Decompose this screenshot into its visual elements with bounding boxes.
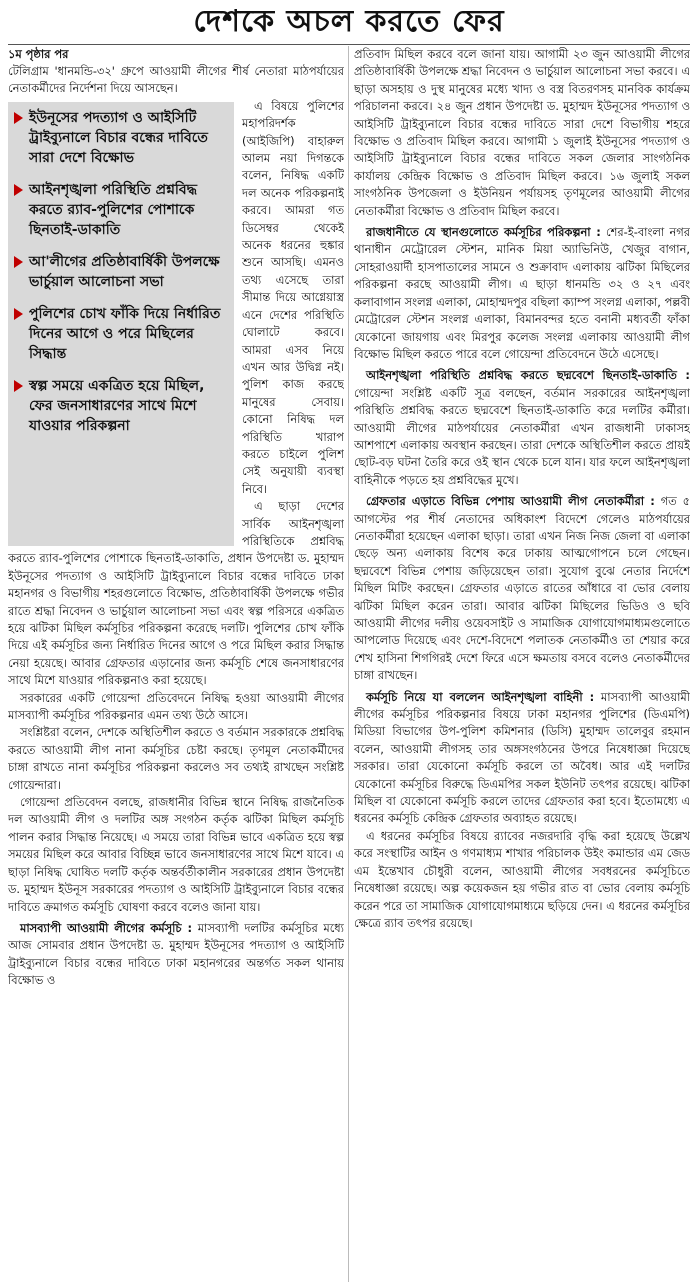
headline-rule: [8, 44, 690, 45]
paragraph: এ ধরনের কর্মসূচির বিষয়ে র‍্যাবের নজরদারি বৃদ্ধি করা হয়েছে উল্লেখ করে সংস্থাটির আইন ও গণমাধ্যম শাখার পরিচালক উইং কমান্ডার এম জেড এম ইন্তেখাব চৌধুরী বলেন, আওয়ামী লীগের সবধরনের কর্মসূচিতে নিষেধাজ্ঞা রয়েছে। অল্প কয়েকজন হয় গভীর রাত বা ভোর বেলায় কর্মসূচি করেন পরে তা সামাজিক যোগাযোগমাধ্যমে ছড়িয়ে দেন। এ ধরনের কর্মসূচির ক্ষেত্রে র‍্যাব তৎপর রয়েছে।: [354, 828, 690, 930]
continuation-label: ১ম পৃষ্ঠার পর: [8, 47, 69, 61]
highlight-item: [14, 180, 228, 240]
paragraph: সংশ্লিষ্টরা বলেন, দেশকে অস্থিতিশীল করতে ও বর্তমান সরকারকে প্রশ্নবিদ্ধ করতে আওয়ামী লীগ নানা কর্মসূচির চেষ্টা করছে। তৃণমূল নেতাকর্মীদের চাঙ্গা রাখতে নানা কর্মসূচির পরিকল্পনা করলেও সব তথ্যই রাখছেন সংশ্লিষ্ট গোয়েন্দারা।: [8, 725, 344, 792]
triangle-bullet-icon: [14, 380, 23, 392]
highlight-item: [14, 376, 228, 436]
paragraph: প্রতিবাদ মিছিল করবে বলে জানা যায়। আগামী ২৩ জুন আওয়ামী লীগের প্রতিষ্ঠাবার্ষিকী উপলক্ষে শ্রদ্ধা নিবেদন ও ভার্চুয়াল আলোচনা সভা করবে। এ ছাড়া অসহায় ও দুস্থ মানুষের মধ্যে খাদ্য ও বস্ত্র বিতরণসহ মানবিক কার্যক্রম পরিচালনা করবে। ২৪ জুন প্রধান উপদেষ্টা ড. মুহাম্মদ ইউনূসের পদত্যাগ ও আইসিটি ট্রাইব্যুনালে বিচার বন্ধের দাবিতে সারা দেশে বিভাগীয় শহরে বিক্ষোভ ও প্রতিবাদ মিছিল করবে। আগামী ১ জুলাই ইউনূসের পদত্যাগ ও আইসিটি ট্রাইব্যুনালে বিচার বন্ধের দাবিতে সকল জেলার সাংগঠনিক কার্যালয় কেন্দ্রিক বিক্ষোভ ও প্রতিবাদ মিছিল করবে। ১৬ জুলাই সকল সাংগঠনিক উপজেলা ও ইউনিয়ন পর্যায়সহ তৃণমূলের আওয়ামী লীগের নেতাকর্মীরা বিক্ষোভ ও প্রতিবাদ মিছিল করবে।: [354, 47, 690, 218]
section-paragraph: [8, 920, 344, 990]
headline: দেশকে অচল করতে ফের: [193, 3, 505, 39]
triangle-bullet-icon: [14, 184, 23, 196]
highlight-text: স্বল্প সময়ে একত্রিত হয়ে মিছিল, ফের জনসাধারণের সাথে মিশে যাওয়ার পরিকল্পনা: [29, 377, 205, 434]
highlight-item: [14, 304, 228, 364]
highlights-box: [8, 102, 234, 546]
section-text: শের-ই-বাংলা নগর থানাধীন মেট্রোরেল স্টেশন, মানিক মিয়া অ্যাভিনিউ, খেজুর বাগান, সোহরাওয়ার্দী হাসপাতালের সামনে ও শুক্রাবাদ এলাকায় ঝটিকা মিছিলের পরিকল্পনা করছে আওয়ামী লীগ। এ ছাড়া ধানমন্ডি ৩২ ও ২৭ এবং কলাবাগান সংলগ্ন এলাকা, মোহাম্মদপুর বছিলা ক্যাম্প সংলগ্ন এলাকা, পল্লবী মেট্রোরেল স্টেশন সংলগ্ন এলাকা, বিমানবন্দর হতে বনানী মধ্যবর্তী ফাঁকা যেকোনো জায়গায় এবং মিরপুর কলেজ সংলগ্ন এলাকায় আওয়ামী লীগ বিক্ষোভ মিছিল করতে পারে বলে গোয়েন্দা প্রতিবেদনে উঠে এসেছে।: [354, 225, 690, 361]
highlight-text: আ'লীগের প্রতিষ্ঠাবার্ষিকী উপলক্ষে ভার্চুয়াল আলোচনা সভা: [29, 253, 220, 290]
section-paragraph: [354, 493, 690, 684]
triangle-bullet-icon: [14, 308, 23, 320]
paragraph: এ ছাড়া দেশের সার্বিক আইনশৃঙ্খলা পরিস্থিতিকে প্রশ্নবিদ্ধ করতে র‍্যাব-পুলিশের পোশাকে ছিনতাই-ডাকাতি, প্রধান উপদেষ্টা ড. মুহাম্মদ ইউনূসের পদত্যাগ ও আইসিটি ট্রাইব্যুনালে বিচার বন্ধের দাবিতে ঢাকা মহানগর ও বিভাগীয় শহরগুলোতে বিক্ষোভ, প্রতিষ্ঠাবার্ষিকী উপলক্ষে গভীর রাতে শ্রদ্ধা নিবেদন ও ভার্চুয়াল আলোচনা সভা এবং স্বল্প পরিসরে একত্রিত হয়ে ঝটিকা মিছিল কর্মসূচির পরিকল্পনা করেছে দলটি। পুলিশের চোখ ফাঁকি দিয়ে এই কর্মসূচির জন্য নির্ধারিত দিনের আগে ও পরে মিছিল করার সিদ্ধান্ত নেয়া হয়েছে। আবার গ্রেফতার এড়ানোর জন্য কর্মসূচি শেষে জনসাধারণের সাথে মিশে যাওয়ার পরিকল্পনাও করা হয়েছে।: [8, 499, 344, 688]
highlight-item: [14, 252, 228, 292]
section-subhead: গ্রেফতার এড়াতে বিভিন্ন পেশায় আওয়ামী লীগ নেতাকর্মীরা :: [366, 494, 655, 509]
section-paragraph: [354, 224, 690, 363]
column-divider: [348, 46, 349, 1282]
left-column: [8, 46, 344, 1282]
section-subhead: কর্মসূচি নিয়ে যা বললেন আইনশৃঙ্খলা বাহিনী :: [366, 689, 595, 704]
highlight-item: [14, 108, 228, 168]
section-subhead: রাজধানীতে যে স্থানগুলোতে কর্মসূচির পরিকল্পনা :: [366, 225, 601, 240]
section-subhead: আইনশৃঙ্খলা পরিস্থিতি প্রশ্নবিদ্ধ করতে ছদ্মবেশে ছিনতাই-ডাকাতি :: [366, 368, 690, 383]
section-text: মাসব্যাপী আওয়ামী লীগের কর্মসূচির পরিকল্পনার বিষয়ে ঢাকা মহানগর পুলিশের (ডিএমপি) মিডিয়া বিভাগের উপ-পুলিশ কমিশনার (ডিসি) মুহাম্মদ তালেবুর রহমান বলেন, আওয়ামী লীগসহ তার অঙ্গসংগঠনের উপরে নিষেধাজ্ঞা দিয়েছে সরকার। তারা যেকোনো কর্মসূচি করলে তা অবৈধ। আর এই দলটির যেকোনো কর্মসূচির বিরুদ্ধে ডিএমপির সকল ইউনিট তৎপর রয়েছে। ঝটিকা মিছিল বা যেকোনো কর্মসূচি করলে তাদের গ্রেফতার করা হবে। ইতোমধ্যে এ ধরনের কর্মসূচি কেন্দ্রিক গ্রেফতার অব্যাহত রয়েছে।: [354, 689, 690, 826]
section-text: গত ৫ আগস্টের পর শীর্ষ নেতাদের অধিকাংশ বিদেশে গেলেও মাঠপর্যায়ের নেতাকর্মীরা হয়েছেন এলাকা ছাড়া। তারা এখন নিজ নিজ জেলা বা এলাকা ছেড়ে অন্য এলাকায় বিশেষ করে ঢাকায় আত্মগোপনে চলে গেছেন। ছদ্মবেশে বিভিন্ন পেশায় জড়িয়েছেন তারা। সুযোগ বুঝে নেতার নির্দেশে মিছিল মিটিং করছেন। গ্রেফতার এড়াতে রাতের আঁধারে বা ভোর বেলায় ঝটিকা মিছিল করেন তারা। আবার ঝটিকা মিছিলের ভিডিও ও ছবি আওয়ামী লীগের দলীয় ওয়েবসাইট ও সামাজিক যোগাযোগমাধ্যমগুলোতে আপলোড দিয়েছে এবং দেশে-বিদেশে পলাতক নেতাকর্মীও তা শেয়ার করে শেখ হাসিনা শিগগিরই দেশে ফিরে এসে ক্ষমতায় বসবে বলেও নেতাকর্মীদের চাঙ্গা রাখছেন।: [354, 494, 690, 683]
highlight-text: ইউনূসের পদত্যাগ ও আইসিটি ট্রাইব্যুনালে বিচার বন্ধের দাবিতে সারা দেশে বিক্ষোভ: [29, 109, 208, 166]
right-column: [354, 46, 690, 1282]
section-text: মাসব্যাপী দলটির কর্মসূচির মধ্যে আজ সোমবার প্রধান উপদেষ্টা ড. মুহাম্মদ ইউনূসের পদত্যাগ ও আইসিটি ট্রাইব্যুনালে বিচার বন্ধের দাবিতে ঢাকা মহানগরের অন্তর্গত সকল থানায় বিক্ষোভ ও: [8, 920, 344, 988]
section-paragraph: [354, 367, 690, 489]
highlight-text: পুলিশের চোখ ফাঁকি দিয়ে নির্ধারিত দিনের আগে ও পরে মিছিলের সিদ্ধান্ত: [29, 305, 221, 362]
paragraph: টেলিগ্রাম 'ধানমন্ডি-৩২' গ্রুপে আওয়ামী লীগের শীর্ষ নেতারা মাঠপর্যায়ের নেতাকর্মীদের নির্দেশনা দিয়ে আসছেন।: [8, 64, 344, 96]
triangle-bullet-icon: [14, 256, 23, 268]
paragraph: সরকারের একটি গোয়েন্দা প্রতিবেদনে নিষিদ্ধ হওয়া আওয়ামী লীগের মাসব্যাপী কর্মসূচির পরিকল্পনার এমন তথ্য উঠে আসে।: [8, 690, 344, 723]
section-paragraph: [354, 689, 690, 828]
highlight-text: আইনশৃঙ্খলা পরিস্থিতি প্রশ্নবিদ্ধ করতে র‍্যাব-পুলিশের পোশাকে ছিনতাই-ডাকাতি: [29, 181, 197, 238]
paragraph: এ বিষয়ে পুলিশের মহাপরিদর্শক (আইজিপি) বাহারুল আলম নয়া দিগন্তকে বলেন, নিষিদ্ধ একটি দল অনেক পরিকল্পনাই করবে। আমরা গত ডিসেম্বর থেকেই অনেক ধরনের হুঙ্কার শুনে আসছি। এমনও তথ্য এসেছে তারা সীমান্ত দিয়ে আগ্নেয়াস্ত্র এনে দেশের পরিস্থিতি ঘোলাটে করবে। আমরা এসব নিয়ে এখন আর উদ্বিগ্ন নই। পুলিশ কাজ করছে মানুষের সেবায়। কোনো নিষিদ্ধ দল পরিস্থিতি খারাপ করতে চাইলে পুলিশ সেই অনুযায়ী ব্যবস্থা নিবে।: [242, 98, 344, 496]
section-text: গোয়েন্দা সংশ্লিষ্ট একটি সূত্র বলছেন, বর্তমান সরকারের আইনশৃঙ্খলা পরিস্থিতি প্রশ্নবিদ্ধ করতে ছদ্মবেশে ছিনতাই-ডাকাতি করে দলটির কর্মীরা। আওয়ামী লীগের মাঠপর্যায়ের নেতাকর্মীরা এখন রাজধানী ঢাকাসহ আশপাশে এলাকায় অবস্থান করছেন। তারা দেশকে অস্থিতিশীল করতে প্রায়ই ছোট-বড় ঘটনা তৈরি করে ওই স্থান থেকে চলে যান। যার ফলে আইনশৃঙ্খলা বাহিনীকে পড়তে হয় প্রশ্নবিদ্ধের মুখে।: [354, 385, 690, 487]
triangle-bullet-icon: [14, 112, 23, 124]
paragraph: গোয়েন্দা প্রতিবেদন বলছে, রাজধানীর বিভিন্ন স্থানে নিষিদ্ধ রাজনৈতিক দল আওয়ামী লীগ ও দলটির অঙ্গ সংগঠন কর্তৃক ঝটিকা মিছিল কর্মসূচি পালন করার সিদ্ধান্ত নিয়েছে। এ সময়ে তারা বিভিন্ন ভাবে একত্রিত হয়ে স্বল্প সময়ের মিছিল করে আবার বিচ্ছিন্ন ভাবে জনসাধারণের সাথে মিশে যাবে। এ ছাড়া নিষিদ্ধ ঘোষিত দলটি কর্তৃক অন্তর্বর্তীকালীন সরকারের প্রধান উপদেষ্টা ড. মুহাম্মদ ইউনূস সরকারের পদত্যাগ ও আইসিটি ট্রাইব্যুনালে বিচার বন্ধের দাবিতে ক্রমাগত কর্মসূচি ঘোষণা করবে বলেও জানা যায়।: [8, 795, 344, 914]
section-subhead: মাসব্যাপী আওয়ামী লীগের কর্মসূচি :: [20, 920, 193, 935]
